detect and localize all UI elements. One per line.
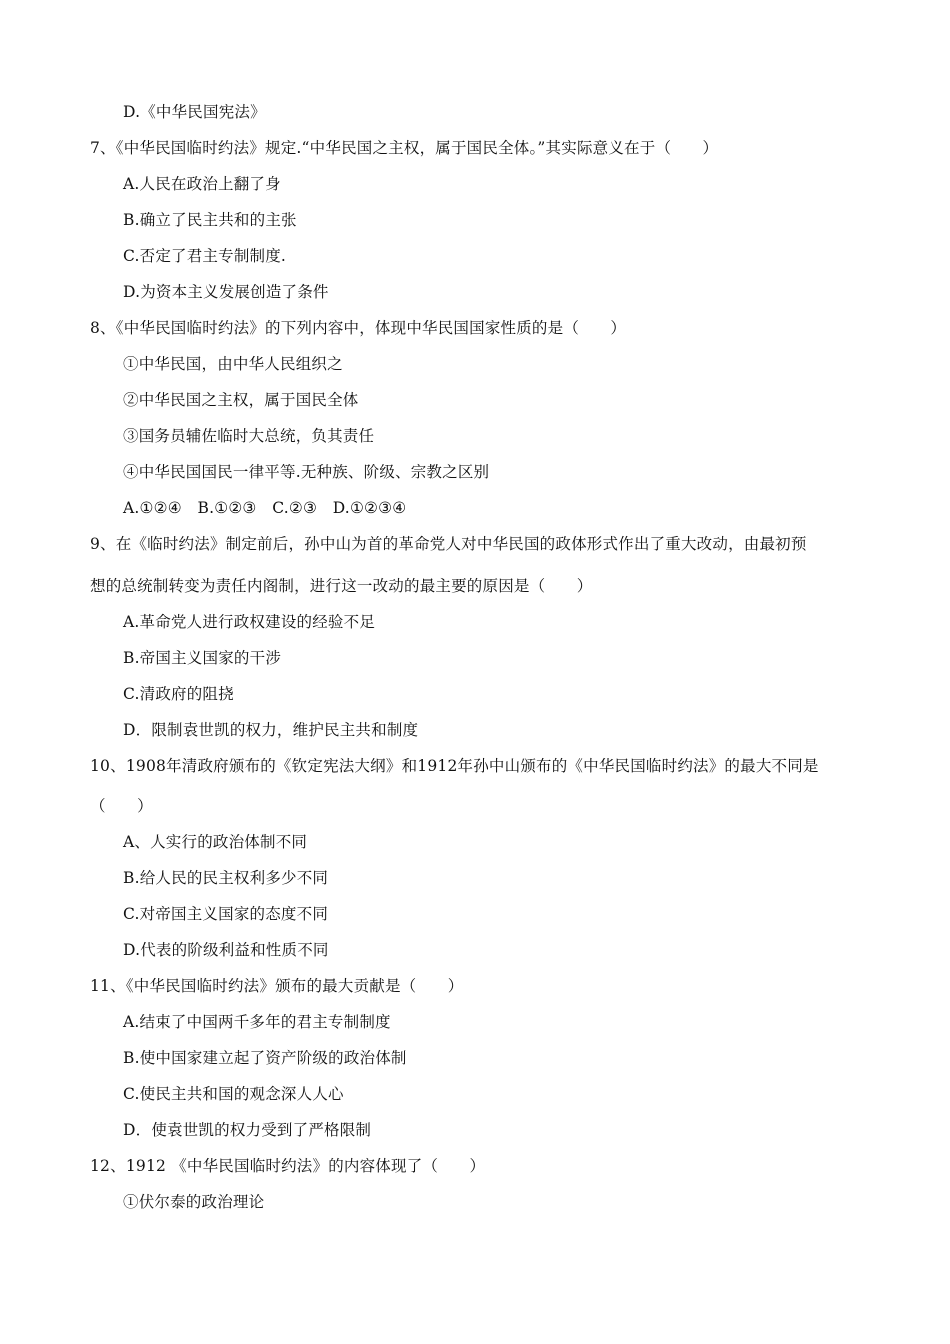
q7-option-b: B.确立了民主共和的主张 bbox=[123, 211, 297, 229]
q11-option-c: C.使民主共和国的观念深人人心 bbox=[123, 1085, 344, 1103]
question-8-text: 8、《中华民国临时约法》的下列内容中，体现中华民国国家性质的是（ ） bbox=[90, 319, 627, 337]
q9-option-c: C.清政府的阻挠 bbox=[123, 685, 234, 703]
q8-item-4: ④中华民国国民一律平等.无种族、阶级、宗教之区别 bbox=[123, 463, 490, 481]
question-9-text-line-2: 想的总统制转变为责任内阁制，进行这一改动的最主要的原因是（ ） bbox=[90, 577, 593, 595]
q11-option-d: D．使袁世凯的权力受到了严格限制 bbox=[123, 1121, 372, 1139]
q9-option-a: A.革命党人进行政权建设的经验不足 bbox=[123, 613, 376, 631]
question-10-text-line-2: （ ） bbox=[90, 797, 153, 815]
q12-item-1: ①伏尔泰的政治理论 bbox=[123, 1193, 265, 1211]
q10-option-b: B.给人民的民主权利多少不同 bbox=[123, 869, 329, 887]
question-9-text-line-1: 9、在《临时约法》制定前后，孙中山为首的革命党人对中华民国的政体形式作出了重大改动，由最初预 bbox=[90, 535, 807, 553]
q6-option-d: D.《中华民国宪法》 bbox=[123, 103, 266, 121]
q7-option-d: D.为资本主义发展创造了条件 bbox=[123, 283, 329, 301]
q7-option-c: C.否定了君主专制制度. bbox=[123, 247, 287, 265]
q11-option-a: A.结束了中国两千多年的君主专制制度 bbox=[123, 1013, 391, 1031]
q8-item-1: ①中华民国，由中华人民组织之 bbox=[123, 355, 343, 373]
q10-option-c: C.对帝国主义国家的态度不同 bbox=[123, 905, 329, 923]
q11-option-b: B.使中国家建立起了资产阶级的政治体制 bbox=[123, 1049, 407, 1067]
question-10-text-line-1: 10、1908年清政府颁布的《钦定宪法大纲》和1912年孙中山颁布的《中华民国临时约法》的最大不同是 bbox=[90, 757, 819, 775]
q7-option-a: A.人民在政治上翻了身 bbox=[123, 175, 281, 193]
q9-option-d: D．限制袁世凯的权力，维护民主共和制度 bbox=[123, 721, 419, 739]
q8-options: A.①②④ B.①②③ C.②③ D.①②③④ bbox=[123, 499, 407, 517]
q9-option-b: B.帝国主义国家的干涉 bbox=[123, 649, 282, 667]
question-12-text: 12、1912 《中华民国临时约法》的内容体现了（ ） bbox=[90, 1157, 486, 1175]
q8-item-3: ③国务员辅佐临时大总统，负其责任 bbox=[123, 427, 375, 445]
q8-item-2: ②中华民国之主权，属于国民全体 bbox=[123, 391, 359, 409]
q10-option-d: D.代表的阶级利益和性质不同 bbox=[123, 941, 329, 959]
q10-option-a: A、人实行的政治体制不同 bbox=[123, 833, 308, 851]
question-11-text: 11、《中华民国临时约法》颁布的最大贡献是（ ） bbox=[90, 977, 464, 995]
question-7-text: 7、《中华民国临时约法》规定.“中华民国之主权，属于国民全体。”其实际意义在于（ ） bbox=[90, 139, 719, 157]
